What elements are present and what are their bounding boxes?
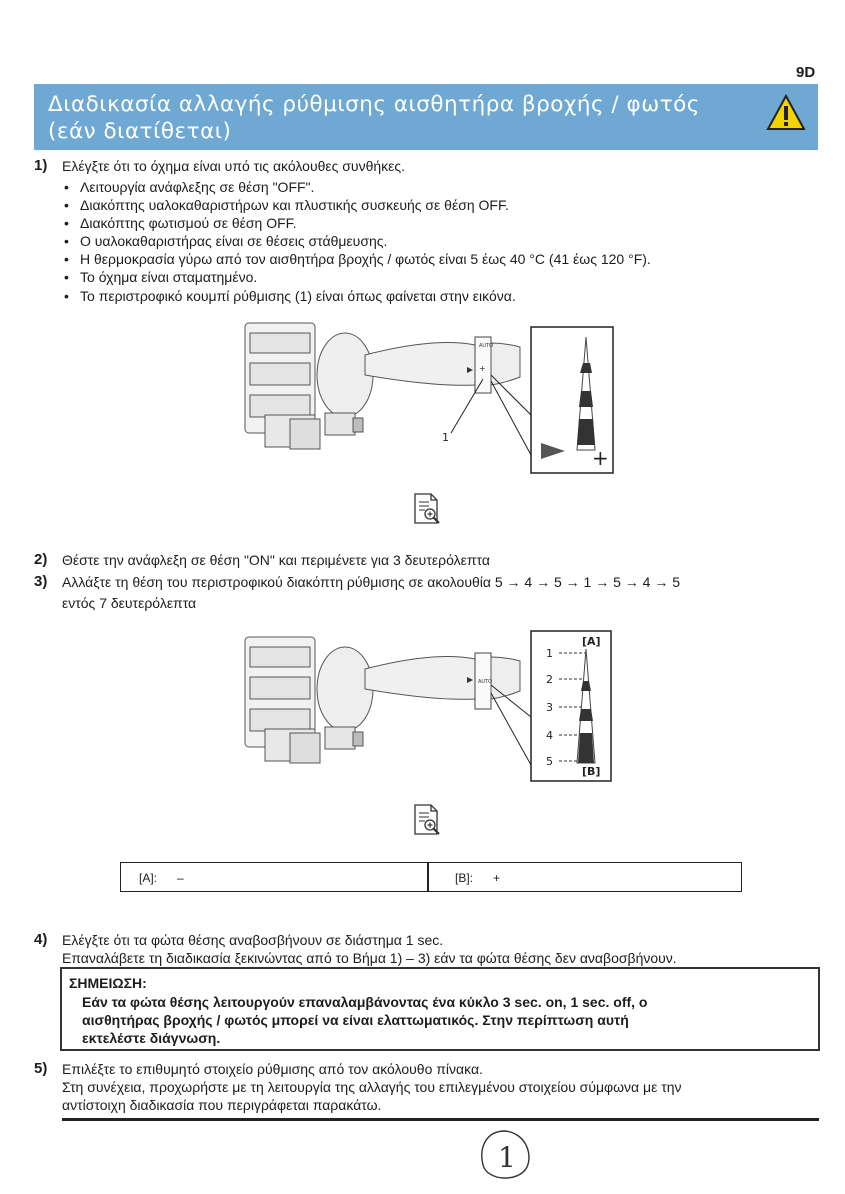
setting-table: [120, 862, 742, 892]
zoom-document-icon[interactable]: [412, 803, 442, 837]
step-text: Ελέγξτε ότι το όχημα είναι υπό τις ακόλουθες συνθήκες.: [62, 158, 406, 174]
conditions-list: [62, 178, 651, 305]
section-title-banner: [34, 84, 818, 150]
step-number: 5): [34, 1060, 48, 1077]
note-title: ΣΗΜΕΙΩΣΗ:: [69, 975, 147, 991]
list-item: • Διακόπτης υαλοκαθαριστήρων και πλυστικής συσκευής σε θέση OFF.: [62, 196, 651, 214]
position-label: 5: [546, 755, 553, 768]
position-label: 4: [546, 729, 553, 742]
step-text: Θέστε την ανάφλεξη σε θέση "ON" και περιμένετε για 3 δευτερόλεπτα: [62, 552, 490, 568]
step-text: Επιλέξτε το επιθυμητό στοιχείο ρύθμισης από τον ακόλουθο πίνακα.: [62, 1061, 483, 1077]
list-item: • Λειτουργία ανάφλεξης σε θέση "OFF".: [62, 178, 651, 196]
step-text: Αλλάξτε τη θέση του περιστροφικού διακόπτη ρύθμισης σε ακολουθία 5 → 4 → 5 → 1 → 5 → 4 → 5: [62, 574, 681, 590]
position-label: 3: [546, 701, 553, 714]
step-text: Στη συνέχεια, προχωρήστε με τη λειτουργία της αλλαγής του επιλεγμένου στοιχείου σύμφωνα με την: [62, 1079, 682, 1095]
position-label: 1: [546, 647, 553, 660]
stalk-plus-mark: +: [479, 364, 486, 373]
switch-figure-2: [235, 625, 620, 785]
step-text: Επαναλάβετε τη διαδικασία ξεκινώντας από το Βήμα 1) – 3) εάν τα φώτα θέσης δεν αναβοσβήνουν.: [62, 950, 677, 966]
combination-switch-body: [245, 323, 373, 449]
note-line: εκτελέστε διάγνωση.: [82, 1030, 221, 1046]
note-line: Εάν τα φώτα θέσης λειτουργούν επαναλαμβάνοντας ένα κύκλο 3 sec. on, 1 sec. off, ο: [82, 994, 648, 1010]
table-top-border: [62, 1118, 819, 1121]
table-cell-b-value: +: [493, 871, 501, 885]
note-line: αισθητήρας βροχής / φωτός μπορεί να είναι ελαττωματικός. Στην περίπτωση αυτή: [82, 1012, 629, 1028]
handwritten-number: 1: [498, 1141, 516, 1174]
position-label: 2: [546, 673, 553, 686]
list-item: • Το όχημα είναι σταματημένο.: [62, 268, 651, 286]
section-title-line1: Διαδικασία αλλαγής ρύθμισης αισθητήρα βροχής / φωτός: [48, 92, 700, 117]
step-number: 4): [34, 931, 48, 948]
scale-label-b: [B]: [582, 765, 601, 778]
table-cell-a-label: [A]:: [139, 871, 158, 885]
list-item: • Το περιστροφικό κουμπί ρύθμισης (1) είναι όπως φαίνεται στην εικόνα.: [62, 287, 651, 305]
stalk-auto-label: AUTO: [479, 343, 494, 349]
list-item: • Η θερμοκρασία γύρω από τον αισθητήρα βροχής / φωτός είναι 5 έως 40 °C (41 έως 120 °F).: [62, 250, 651, 268]
note-box: [60, 967, 820, 1051]
page-number: 9D: [796, 64, 816, 81]
warning-triangle-icon: [766, 94, 806, 132]
scale-label-a: [A]: [582, 635, 601, 648]
callout-number: 1: [442, 431, 449, 444]
table-cell-b-label: [B]:: [455, 871, 474, 885]
handwritten-page-mark: [475, 1125, 535, 1187]
step-text: εντός 7 δευτερόλεπτα: [62, 595, 197, 611]
table-divider: [427, 863, 429, 891]
combination-switch-body: [245, 637, 373, 763]
step-number: 3): [34, 573, 48, 590]
note-body: [82, 993, 802, 1047]
step-number: 1): [34, 157, 48, 174]
table-cell-a-value: –: [177, 871, 184, 885]
plus-sign: +: [592, 446, 609, 470]
section-title: [48, 91, 748, 145]
switch-figure-1: [235, 315, 620, 477]
step-text: Ελέγξτε ότι τα φώτα θέσης αναβοσβήνουν σε διάστημα 1 sec.: [62, 932, 444, 948]
zoom-document-icon[interactable]: [412, 492, 442, 526]
stalk-auto-label: AUTO: [478, 679, 493, 685]
list-item: • Διακόπτης φωτισμού σε θέση OFF.: [62, 214, 651, 232]
step-number: 2): [34, 551, 48, 568]
step-text: αντίστοιχη διαδικασία που περιγράφεται παρακάτω.: [62, 1097, 382, 1113]
section-title-line2: (εάν διατίθεται): [48, 119, 232, 144]
list-item: • Ο υαλοκαθαριστήρας είναι σε θέσεις στάθμευσης.: [62, 232, 651, 250]
